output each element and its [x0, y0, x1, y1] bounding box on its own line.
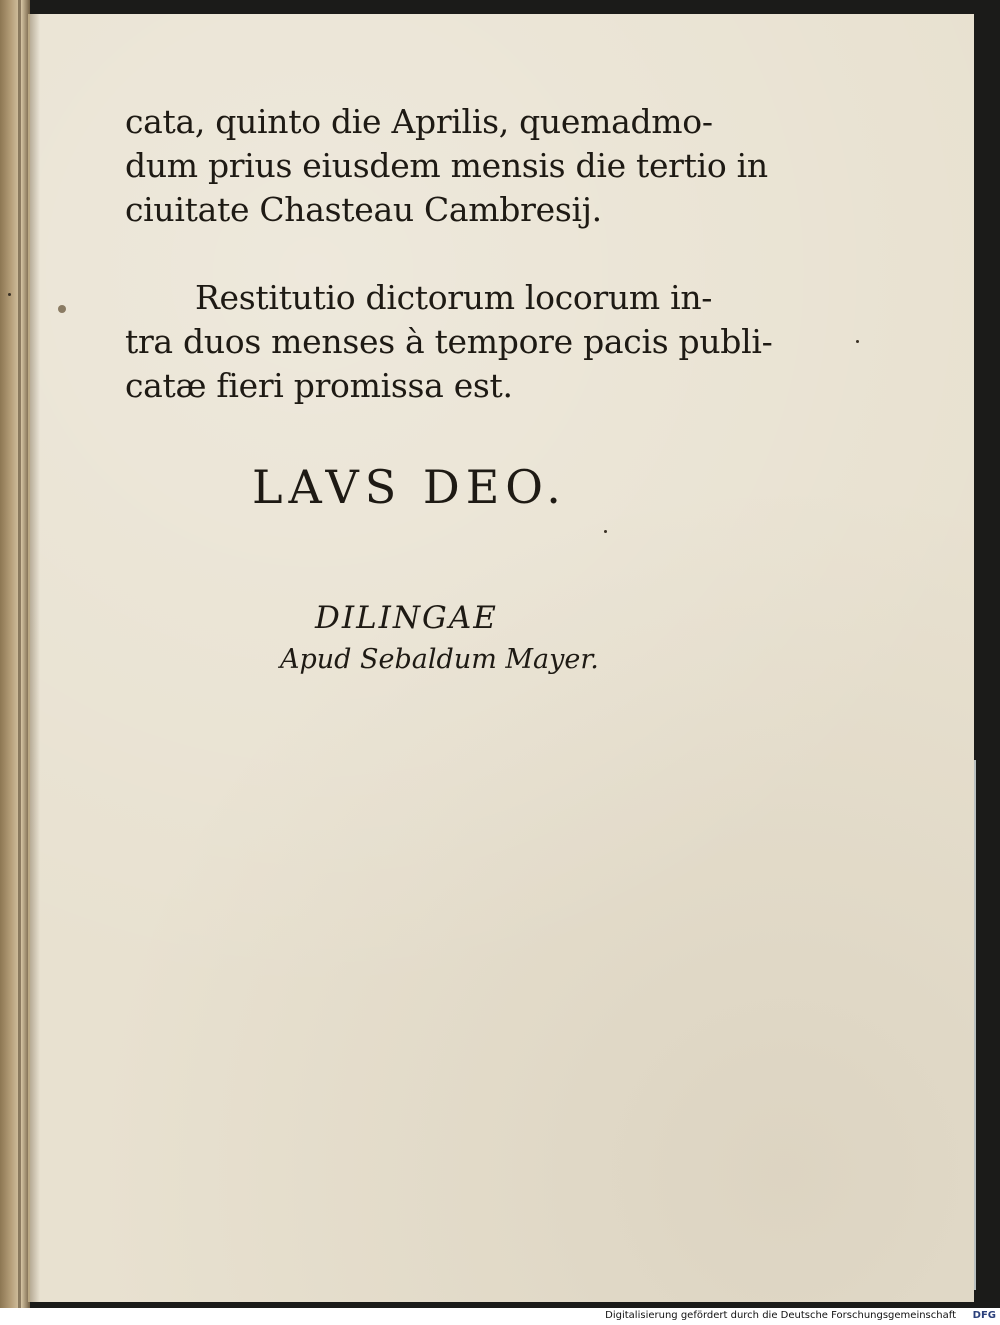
- page-gutter-shadow: [30, 14, 40, 1302]
- paper-speck: [604, 530, 607, 533]
- text-line: ciuitate Chasteau Cambresij.: [125, 190, 602, 229]
- text-line: dum prius eiusdem mensis die tertio in: [125, 146, 768, 185]
- text-line: cata, quinto die Aprilis, quemadmo-: [125, 102, 713, 141]
- paragraph-1: [125, 100, 768, 232]
- binding-line: [18, 0, 21, 1308]
- closing-heading: LAVS DEO.: [252, 460, 567, 514]
- paper-speck: [8, 293, 11, 296]
- imprint-city: DILINGAE: [315, 600, 498, 636]
- footer-bar: [0, 1308, 1000, 1325]
- left-page-edge: [0, 0, 30, 1308]
- imprint-printer: Apud Sebaldum Mayer.: [280, 644, 599, 675]
- text-line: catæ fieri promissa est.: [125, 366, 513, 405]
- paper-speck: [58, 305, 66, 313]
- paragraph-2: [125, 276, 773, 408]
- dfg-logo: DFG: [972, 1310, 996, 1321]
- text-line: tra duos menses à tempore pacis publi-: [125, 322, 773, 361]
- paper-speck: [856, 340, 859, 343]
- text-line: Restitutio dictorum locorum in-: [195, 278, 713, 317]
- funding-credit: Digitalisierung gefördert durch die Deutsche Forschungsgemeinschaft: [605, 1310, 956, 1321]
